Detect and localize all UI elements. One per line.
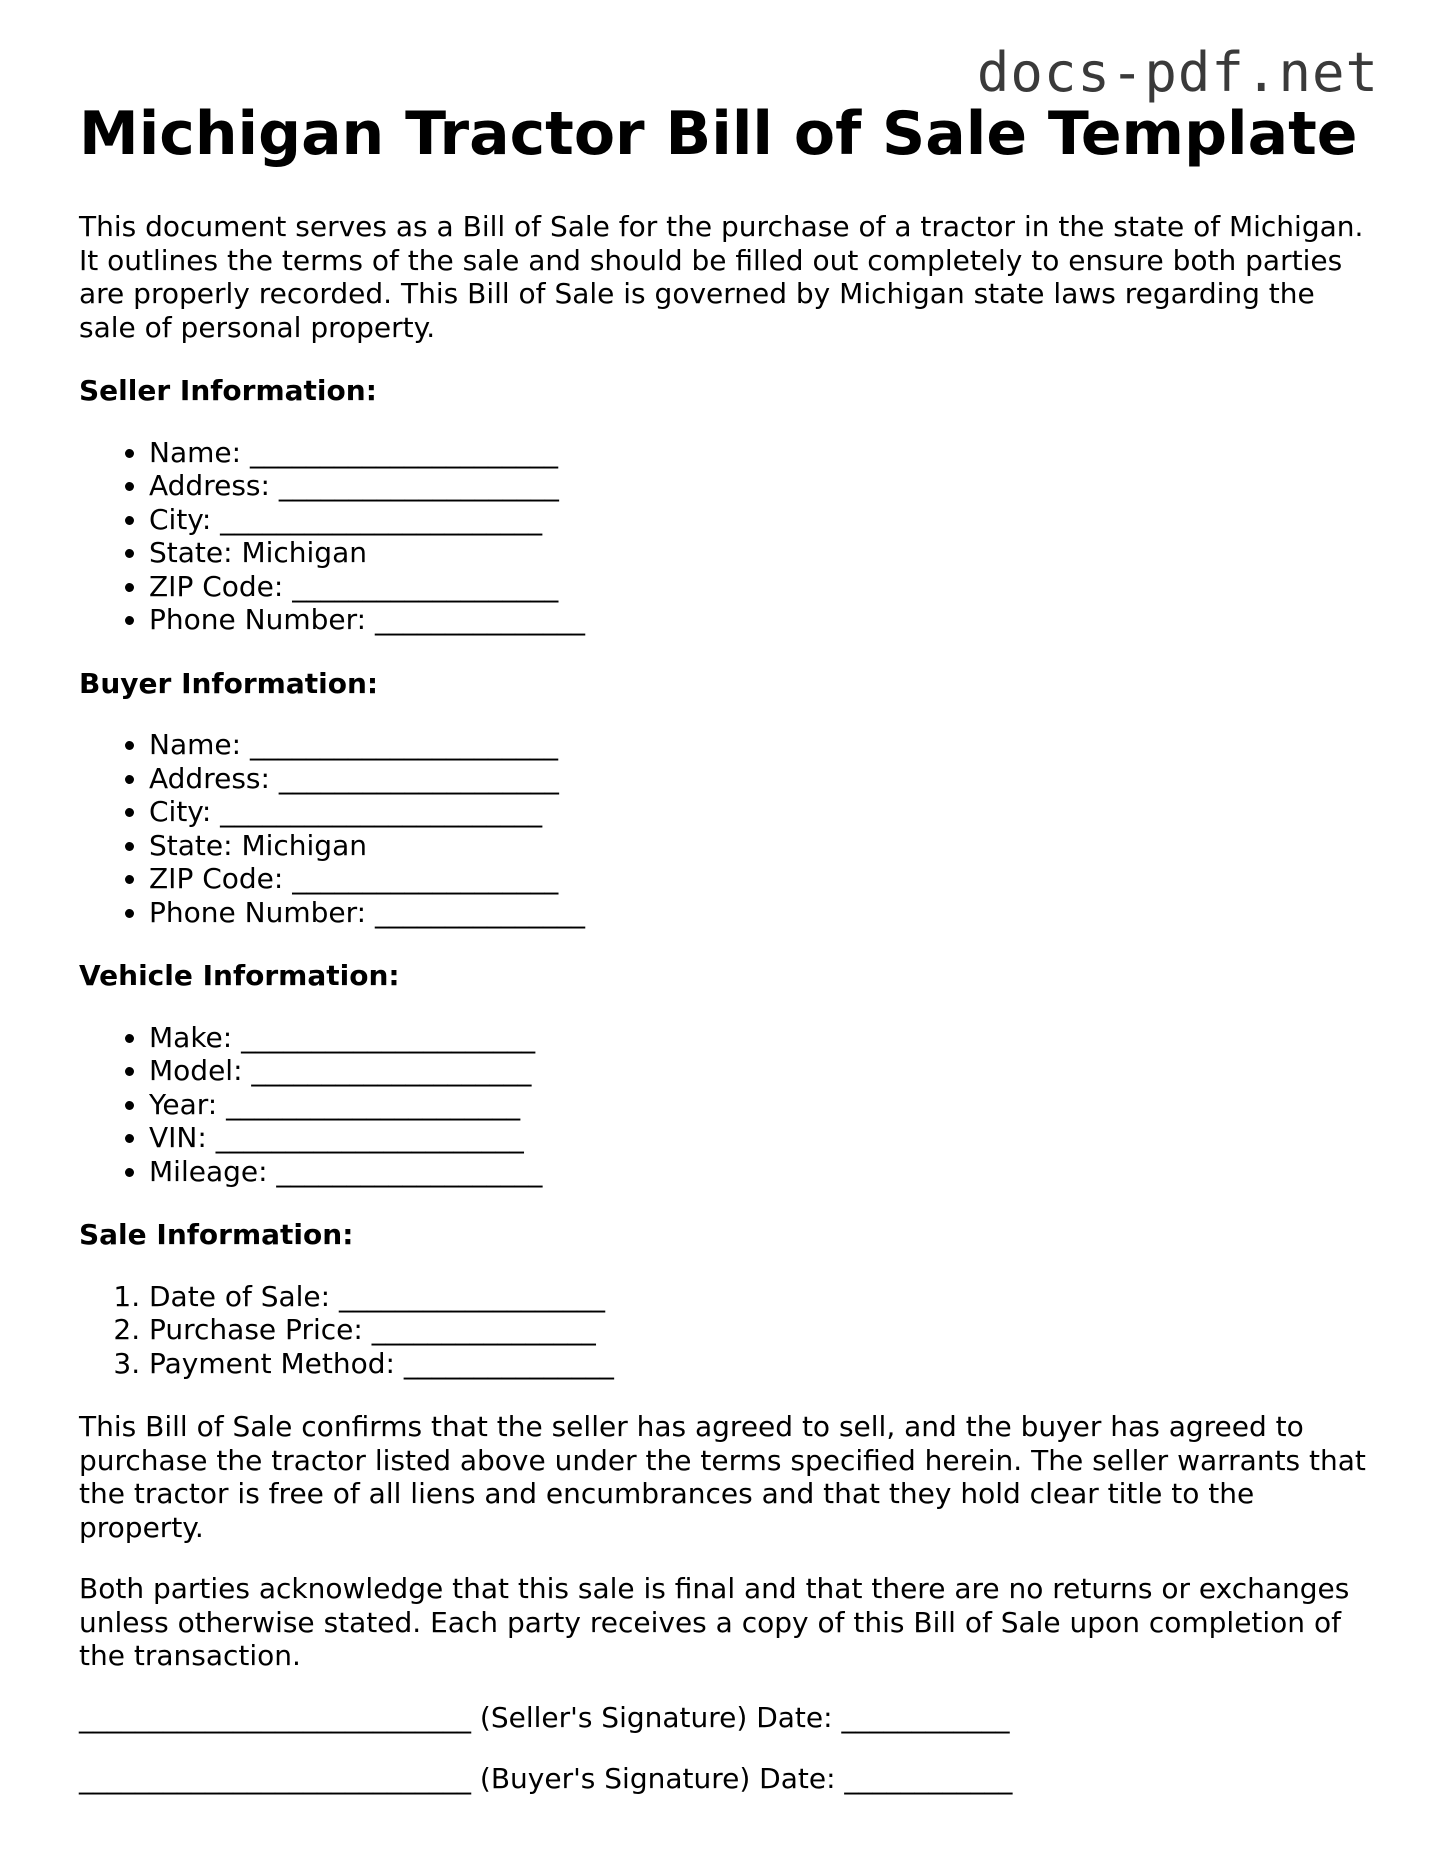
buyer-heading: Buyer Information: [79,666,379,700]
sale-date-field[interactable]: 1. Date of Sale: ___________________ [149,1280,1379,1314]
watermark: docs-pdf.net [976,41,1379,104]
buyer-name-field[interactable]: • Name: ______________________ [149,728,1379,762]
page-title: Michigan Tractor Bill of Sale Template [79,99,1358,169]
buyer-address-field[interactable]: • Address: ____________________ [149,762,1379,796]
closing-paragraph: This Bill of Sale confirms that the seller has agreed to sell, and the buyer has agreed to purchase the tractor listed above under the terms specified herein. The seller warrants that the tractor is free of all liens and encumbrances and that they hold clear title to the property. [79,1410,1366,1544]
seller-heading: Seller Information: [79,374,377,407]
buyer-phone-field[interactable]: • Phone Number: _______________ [149,896,1379,930]
sale-payment-field[interactable]: 3. Payment Method: _______________ [149,1347,1379,1381]
vehicle-mileage-field[interactable]: • Mileage: ___________________ [149,1155,1379,1189]
seller-name-field[interactable]: • Name: ______________________ [149,436,1379,470]
vehicle-list [79,1021,1379,1189]
buyer-city-field[interactable]: • City: _______________________ [149,795,1379,829]
vehicle-vin-field[interactable]: • VIN: ______________________ [149,1121,1379,1155]
sale-list [79,1280,1379,1381]
seller-list [79,436,1379,637]
seller-city-field[interactable]: • City: _______________________ [149,503,1379,537]
seller-zip-field[interactable]: • ZIP Code: ___________________ [149,570,1379,604]
intro-paragraph: This document serves as a Bill of Sale for the purchase of a tractor in the state of Michigan. It outlines the terms of the sale and should be filled out completely to ensure both parties are properly recorded. This Bill of Sale is governed by Michigan state laws regarding the sale of personal property. [79,210,1364,344]
vehicle-year-field[interactable]: • Year: _____________________ [149,1088,1379,1122]
sale-price-field[interactable]: 2. Purchase Price: ________________ [149,1313,1379,1347]
sale-heading: Sale Information: [79,1218,354,1251]
seller-address-field[interactable]: • Address: ____________________ [149,469,1379,503]
buyer-zip-field[interactable]: • ZIP Code: ___________________ [149,862,1379,896]
buyer-state: • State: Michigan [149,829,1379,863]
vehicle-model-field[interactable]: • Model: ____________________ [149,1054,1379,1088]
acknowledgment-paragraph: Both parties acknowledge that this sale is final and that there are no returns or exchanges unless otherwise stated. Each party receives a copy of this Bill of Sale upon completion of the transaction. [79,1572,1350,1672]
buyer-list [79,728,1379,929]
vehicle-make-field[interactable]: • Make: _____________________ [149,1021,1379,1055]
seller-signature-line[interactable]: ____________________________ (Seller's Signature) Date: ____________ [79,1700,1010,1734]
vehicle-heading: Vehicle Information: [79,959,400,992]
seller-state: • State: Michigan [149,536,1379,570]
document-page [79,98,1379,1796]
seller-phone-field[interactable]: • Phone Number: _______________ [149,603,1379,637]
buyer-signature-line[interactable]: ____________________________ (Buyer's Signature) Date: ____________ [79,1762,1013,1795]
